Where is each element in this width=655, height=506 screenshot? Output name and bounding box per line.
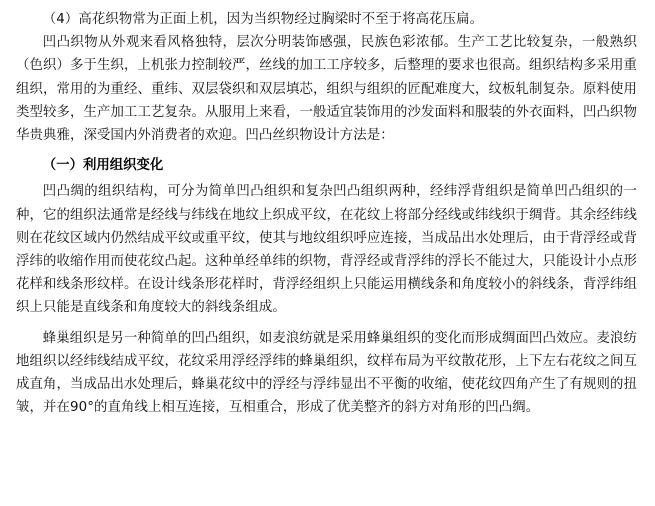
paragraph-spacer <box>16 320 637 327</box>
section-spacer-top <box>16 147 637 154</box>
paragraph-item-4: （4）高花织物常为正面上机，因为当织物经过胸梁时不至于将高花压扁。 <box>42 12 484 27</box>
section-heading-weave-variation: （一）利用组织变化 <box>42 158 164 174</box>
paragraph-relief-crepe-structure: 凹凸绸的组织结构，可分为简单凹凸组织和复杂凹凸组织两种，经纬浮背组织是简单凹凸组织的一种，它的组织法通常是经线与纬线在地纹上织成平纹，在花纹上将部分经线或纬线织于绸背。其余经纬线则在花纹区域内仍然结成平纹或重平纹，使其与地纹组织呼应连接，当成品出水处理后，由于背浮经或背浮纬的收缩作用而使花纹凸起。这种单经单纬的织物，背浮经或背浮纬的浮长不能过大，只能设计小点形花样和线条形纹样。在设计线条形花样时，背浮经组织上只能运用横线条和角度较小的斜线条，背浮纬组织上只能是直线条和角度较大的斜线条组成。 <box>16 184 637 316</box>
paragraph-honeycomb-weave: 蜂巢组织是另一种简单的凹凸组织，如麦浪纺就是采用蜂巢组织的变化而形成绸面凹凸效应。麦浪纺地组织以经纬线结成平纹，花纹采用浮经浮纬的蜂巢组织，纹样布局为平纹散花形，上下左右花纹之间互成直角，当成品出水处理后，蜂巢花纹中的浮经与浮纬显出不平衡的收缩，使花纹四角产生了有规则的扭皱，并在90°的直角线上相互连接，互相重合，形成了优美整齐的斜方对角形的凹凸绸。 <box>16 330 637 416</box>
paragraph-relief-fabric-overview: 凹凸织物从外观来看风格独特，层次分明装饰感强，民族色彩浓郁。生产工艺比较复杂，一般熟织（色织）多于生织，上机张力控制较严，丝线的加工工序较多，后整理的要求也很高。组织结构多采用重组织，常用的为重经、重纬、双层袋织和双层填芯，组织与组织的匠配难度大，纹板轧制复杂。原料使用类型较多，生产加工工艺复杂。从服用上来看，一般适宜装饰用的沙发面料和服装的外衣面料，凹凸织物华贵典雅，深受国内外消费者的欢迎。凹凸丝织物设计方法是： <box>16 35 637 144</box>
